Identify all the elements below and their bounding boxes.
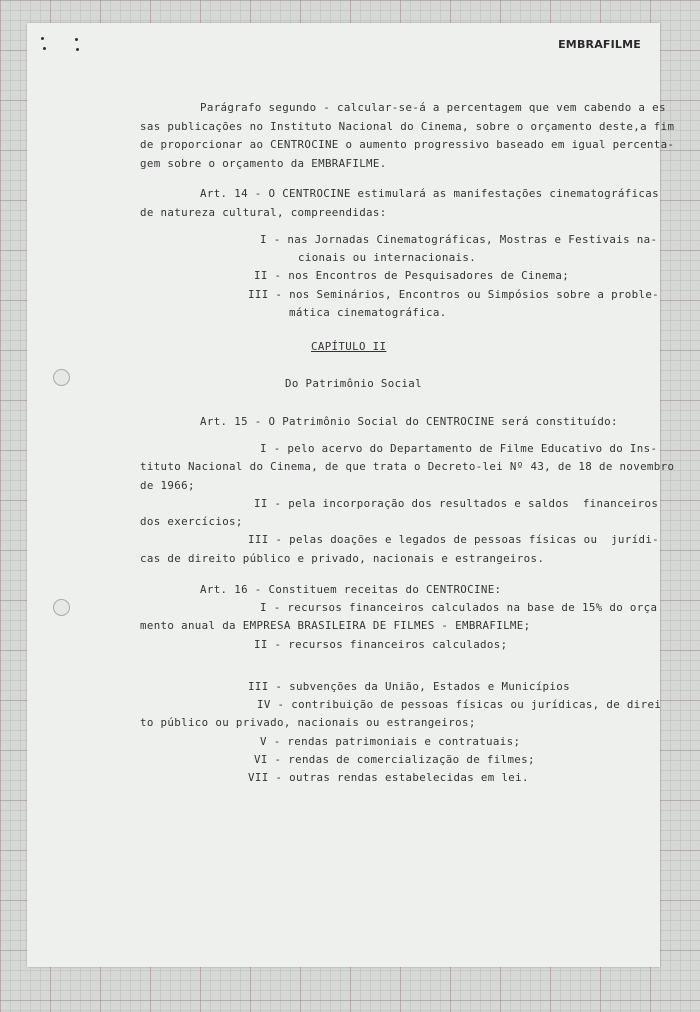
para-segundo-line: gem sobre o orçamento da EMBRAFILME. [140, 157, 387, 170]
corner-mark [75, 38, 78, 41]
chapter-title: CAPÍTULO II [311, 340, 387, 353]
punch-hole [53, 599, 70, 616]
art14-item: III - nos Seminários, Encontros ou Simpósios sobre a proble- [248, 288, 660, 301]
art16-line: I - recursos financeiros calculados na base de 15% do orça [260, 601, 658, 614]
art16-line: VI - rendas de comercialização de filmes; [254, 753, 535, 766]
art14-item: cionais ou internacionais. [298, 251, 477, 264]
chapter-subtitle: Do Patrimônio Social [285, 377, 423, 390]
art15-line: II - pela incorporação dos resultados e saldos financeiros [254, 497, 659, 510]
art16-line: VII - outras rendas estabelecidas em lei. [248, 771, 529, 784]
art16-line: IV - contribuição de pessoas físicas ou jurídicas, de direi [257, 698, 662, 711]
art16-line: mento anual da EMPRESA BRASILEIRA DE FILMES - EMBRAFILME; [140, 619, 531, 632]
art14-item: mática cinematográfica. [289, 306, 447, 319]
art15-line: de 1966; [140, 479, 195, 492]
corner-mark [76, 48, 79, 51]
document-page [27, 23, 675, 967]
corner-mark [41, 37, 44, 40]
para-segundo-line: Parágrafo segundo - calcular-se-á a percentagem que vem cabendo a es [200, 101, 666, 114]
art15-line: III - pelas doações e legados de pessoas físicas ou jurídi- [248, 533, 660, 546]
art16-line: V - rendas patrimoniais e contratuais; [260, 735, 521, 748]
art16-line: II - recursos financeiros calculados; [254, 638, 508, 651]
corner-mark [43, 47, 46, 50]
embrafilme-logo: EMBRAFILME [558, 38, 641, 51]
art16-line: to público ou privado, nacionais ou estrangeiros; [140, 716, 476, 729]
art14-line: de natureza cultural, compreendidas: [140, 206, 387, 219]
art16-line: III - subvenções da União, Estados e Municípios [248, 680, 570, 693]
art14-item: I - nas Jornadas Cinematográficas, Mostras e Festivais na- [260, 233, 658, 246]
art16-line: Art. 16 - Constituem receitas do CENTROCINE: [200, 583, 502, 596]
para-segundo-line: sas publicações no Instituto Nacional do Cinema, sobre o orçamento deste,a fim [140, 120, 675, 133]
art14-line: Art. 14 - O CENTROCINE estimulará as manifestações cinematográficas [200, 187, 659, 200]
art15-line: dos exercícios; [140, 515, 243, 528]
punch-hole [53, 369, 70, 386]
art15-line: cas de direito público e privado, nacionais e estrangeiros. [140, 552, 545, 565]
art15-line: tituto Nacional do Cinema, de que trata o Decreto-lei Nº 43, de 18 de novembro [140, 460, 675, 473]
para-segundo-line: de proporcionar ao CENTROCINE o aumento progressivo baseado em igual percenta- [140, 138, 675, 151]
art15-line: Art. 15 - O Patrimônio Social do CENTROCINE será constituído: [200, 415, 618, 428]
art15-line: I - pelo acervo do Departamento de Filme Educativo do Ins- [260, 442, 658, 455]
art14-item: II - nos Encontros de Pesquisadores de Cinema; [254, 269, 570, 282]
